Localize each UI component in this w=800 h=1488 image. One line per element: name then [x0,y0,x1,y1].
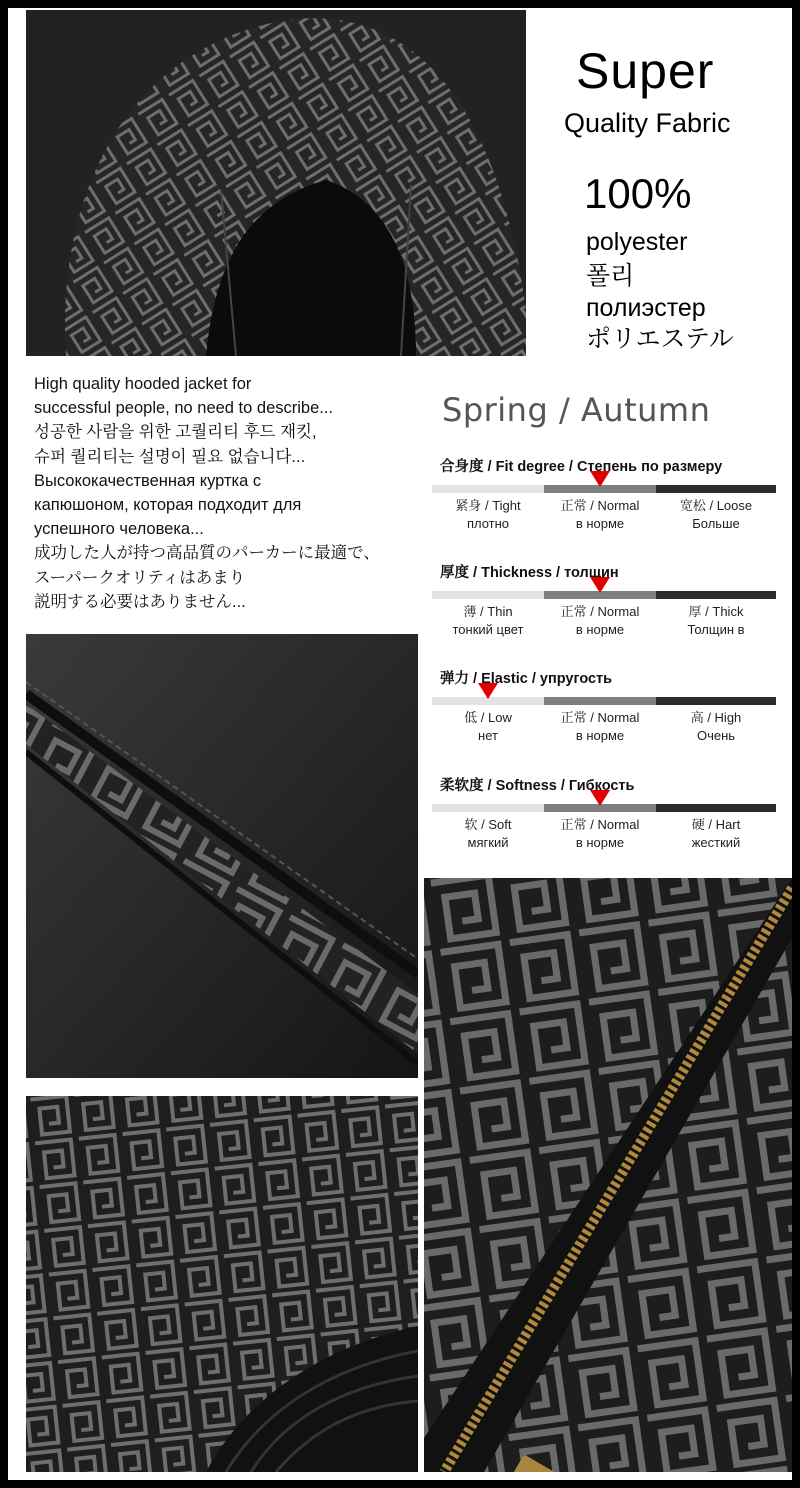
scale-label: 低 / Low [464,710,512,725]
scale-bar [432,485,776,493]
scale-indicator-icon [590,471,610,487]
scale-indicator-icon [590,577,610,593]
description-line: 説明する必要はありません... [34,592,246,611]
material-percent: 100% [584,170,692,217]
scale-label: 厚 / Thick [688,604,744,619]
sleeve-cuff-photo [26,1096,418,1472]
material-name-ko: 폴리 [586,262,635,290]
scale-label-ru: в норме [575,516,625,531]
material-name-en: polyester [586,228,688,256]
scale-label: 正常 / Normal [560,817,640,832]
description-line: 成功した人が持つ高品質のパーカーに最適で、 [34,544,380,563]
scale-bar [432,804,776,812]
pocket-detail-photo [26,634,418,1078]
scale-label-ru: в норме [575,622,625,637]
scale-indicator-icon [590,790,610,806]
material-name-ru: полиэстер [586,294,706,322]
headline-quality-fabric: Quality Fabric [564,108,731,138]
elastic-scale [432,667,776,745]
description-line: スーパークオリティはあまり [34,568,246,587]
scale-label: 硬 / Hart [691,817,741,832]
scale-label: 软 / Soft [464,817,512,832]
scale-label-ru: тонкий цвет [452,622,524,637]
scale-label-ru: плотно [466,516,510,531]
scale-title: 合身度 / Fit degree / Степень по размеру [440,459,723,475]
description-line: капюшоном, которая подходит для [34,496,302,515]
scale-label: 紧身 / Tight [455,498,521,513]
scale-title: 厚度 / Thickness / толщин [440,565,619,581]
hood-photo [26,10,526,356]
headline-super: Super [576,43,715,99]
scale-label-ru: в норме [575,835,625,850]
description-line: High quality hooded jacket for [34,375,252,393]
scale-label-ru: Очень [696,728,736,743]
product-description [34,372,424,614]
scale-label-ru: Толщин в [687,622,745,637]
scale-label: 宽松 / Loose [679,498,753,513]
scale-label: 高 / High [690,710,742,725]
scale-bar [432,591,776,599]
season-label: Spring / Autumn [442,391,711,429]
scale-label: 正常 / Normal [560,604,640,619]
description-line: 성공한 사람을 위한 고퀄리티 후드 재킷, [34,423,317,442]
description-line: successful people, no need to describe... [34,399,334,418]
description-line: успешного человека... [34,520,204,539]
scale-label-ru: нет [478,728,498,743]
zipper-detail-photo [424,878,792,1472]
scale-label: 薄 / Thin [463,604,513,619]
softness-scale [432,774,776,852]
description-line: 슈퍼 퀄리티는 설명이 필요 없습니다... [34,447,306,466]
scale-label-ru: в норме [575,728,625,743]
scale-label: 正常 / Normal [560,710,640,725]
description-line: Высококачественная куртка с [34,471,262,490]
scale-label-ru: мягкий [467,835,509,850]
fit-degree-scale [432,455,776,533]
scale-bar [432,697,776,705]
scale-title: 弹力 / Elastic / упругость [440,671,613,687]
thickness-scale [432,561,776,639]
scale-title: 柔软度 / Softness / Гибкость [440,778,635,794]
scale-label-ru: Больше [692,516,740,531]
material-name-ja: ポリエステル [586,325,734,353]
scale-indicator-icon [478,683,498,699]
scale-label-ru: жесткий [691,835,741,850]
scale-label: 正常 / Normal [560,498,640,513]
